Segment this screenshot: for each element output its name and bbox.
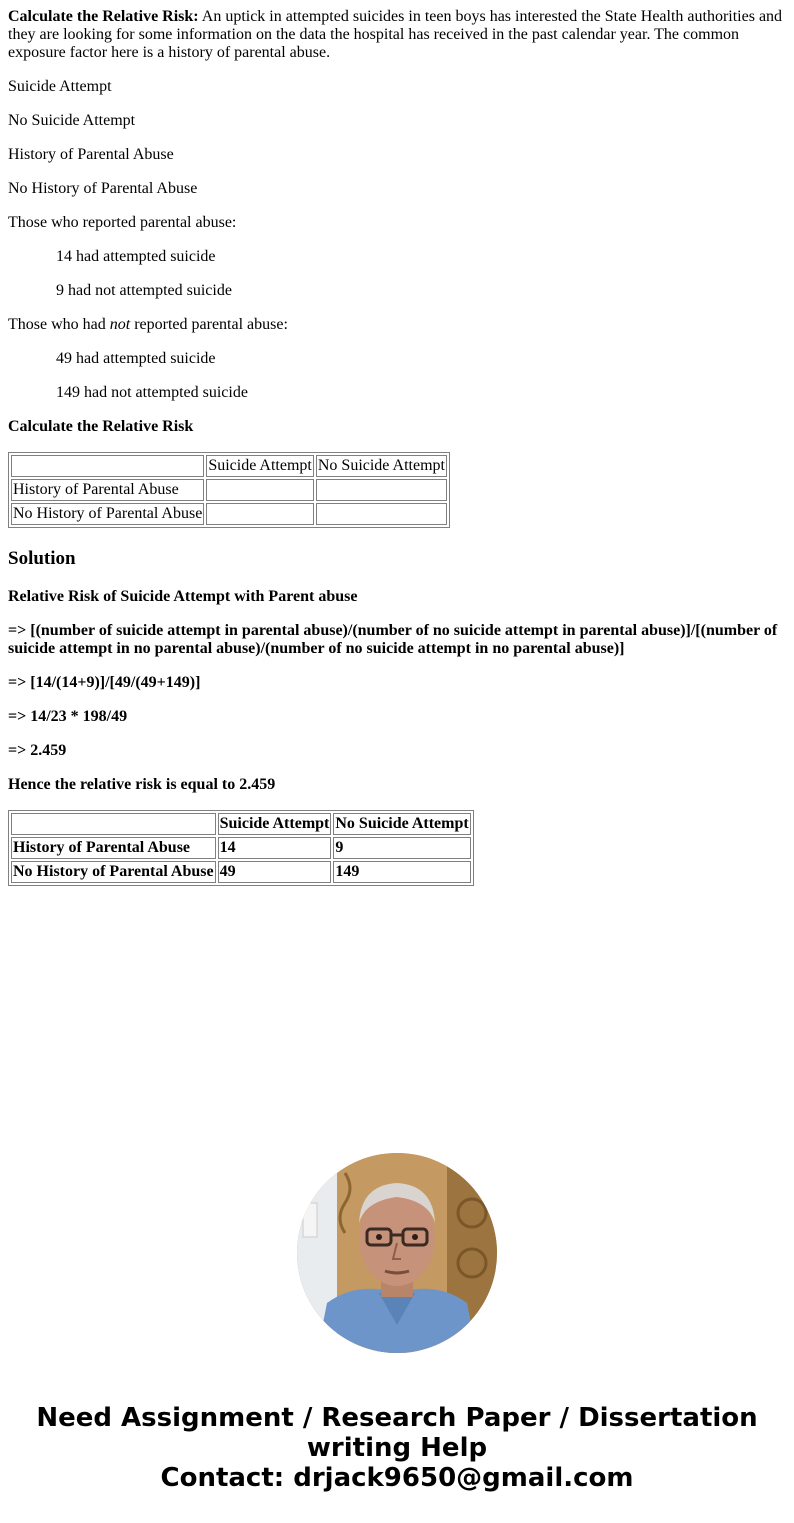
category-history-abuse: History of Parental Abuse <box>8 146 174 163</box>
footer-contact: Contact: drjack9650@gmail.com <box>160 1463 634 1493</box>
table-row <box>11 837 471 859</box>
table-cell <box>206 503 314 525</box>
intro-text: An uptick in attempted suicides in teen boys has interested the State Health authorities and they are looking for some information on the data the hospital has received in the past calendar year. The common exposure factor here is a history of parental abuse. <box>8 8 783 61</box>
no-abuse-group-not-attempted: 149 had not attempted suicide <box>56 384 248 401</box>
table-cell <box>206 479 314 501</box>
author-avatar <box>297 1153 497 1353</box>
table-row <box>11 861 471 883</box>
table-cell: Suicide Attempt <box>218 813 332 835</box>
solution-step-3-text: => 2.459 <box>8 742 67 759</box>
table-cell: No History of Parental Abuse <box>11 861 216 883</box>
table-cell <box>11 813 216 835</box>
table-cell: History of Parental Abuse <box>11 837 216 859</box>
table-cell: No Suicide Attempt <box>333 813 470 835</box>
filled-contingency-table <box>8 810 474 886</box>
table-row <box>11 479 447 501</box>
category-no-history-abuse: No History of Parental Abuse <box>8 180 198 197</box>
table-cell <box>316 503 447 525</box>
solution-step-2 <box>8 708 786 726</box>
footer-line-2: writing Help <box>306 1433 488 1463</box>
solution-step-1 <box>8 674 786 692</box>
table-cell: No History of Parental Abuse <box>11 503 204 525</box>
solution-subtitle-text: Relative Risk of Suicide Attempt with Parent abuse <box>8 588 358 605</box>
table-cell: 149 <box>333 861 470 883</box>
no-abuse-heading-post: reported parental abuse: <box>130 316 288 333</box>
abuse-group-not-attempted: 9 had not attempted suicide <box>56 282 232 299</box>
table-cell: 49 <box>218 861 332 883</box>
table-cell: 9 <box>333 837 470 859</box>
solution-title: Solution <box>8 548 76 569</box>
no-abuse-group-heading <box>8 316 786 334</box>
task-heading <box>8 418 786 436</box>
table-row <box>11 813 471 835</box>
table-row <box>11 455 447 477</box>
footer-banner <box>0 1403 794 1493</box>
footer-line-1: Need Assignment / Research Paper / Dissertation <box>36 1403 758 1433</box>
no-abuse-heading-emphasis: not <box>109 316 131 333</box>
empty-contingency-table <box>8 452 450 528</box>
intro-paragraph <box>8 8 786 62</box>
table-cell: History of Parental Abuse <box>11 479 204 501</box>
document-body <box>8 0 786 902</box>
solution-formula-text: => [(number of suicide attempt in parental abuse)/(number of no suicide attempt in parental abuse)]/[(number of suicide attempt in no parental abuse)/(number of no suicide attempt in no parental abuse)] <box>8 622 778 657</box>
solution-subtitle <box>8 588 786 606</box>
no-abuse-heading-pre: Those who had <box>8 316 110 333</box>
solution-step-3 <box>8 742 786 760</box>
solution-step-2-text: => 14/23 * 198/49 <box>8 708 128 725</box>
abuse-group-heading: Those who reported parental abuse: <box>8 214 237 231</box>
table-cell: 14 <box>218 837 332 859</box>
table-row <box>11 503 447 525</box>
table-cell: Suicide Attempt <box>206 455 314 477</box>
no-abuse-group-attempted: 49 had attempted suicide <box>56 350 216 367</box>
task-heading-text: Calculate the Relative Risk <box>8 418 194 435</box>
solution-conclusion-text: Hence the relative risk is equal to 2.459 <box>8 776 276 793</box>
solution-formula <box>8 622 786 658</box>
table-cell <box>11 455 204 477</box>
solution-step-1-text: => [14/(14+9)]/[49/(49+149)] <box>8 674 201 691</box>
category-suicide-attempt: Suicide Attempt <box>8 78 112 95</box>
abuse-group-attempted: 14 had attempted suicide <box>56 248 216 265</box>
category-no-suicide-attempt: No Suicide Attempt <box>8 112 136 129</box>
solution-conclusion <box>8 776 786 794</box>
table-cell <box>316 479 447 501</box>
intro-label: Calculate the Relative Risk: <box>8 8 199 25</box>
author-portrait-illustration <box>297 1153 497 1353</box>
table-cell: No Suicide Attempt <box>316 455 447 477</box>
